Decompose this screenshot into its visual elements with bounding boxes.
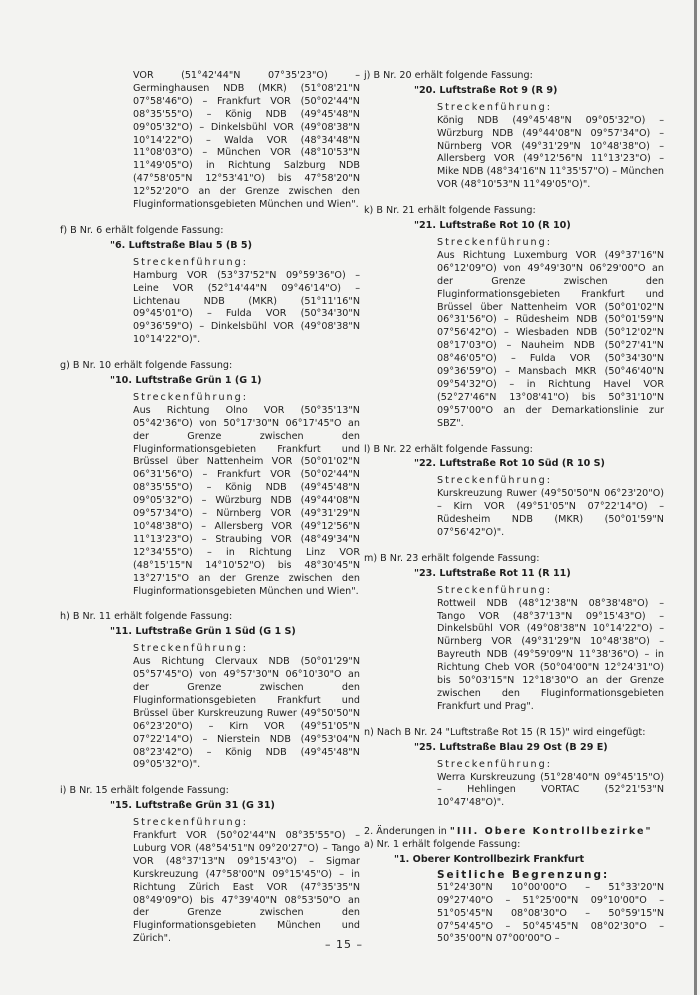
section-g bbox=[60, 360, 360, 598]
page-edge-shadow bbox=[694, 0, 697, 995]
section-body: Aus Richtung Luxemburg VOR (49°37'16"N 06°12'09"O) von 49°49'30"N 06°29'00"O an der Grenze zwischen den Fluginformationsgebieten Frankfurt und Brüssel über Nattenheim VOR (50°01'02"N 06°31'56"O) – Rüdesheim NDB (50°01'59"N 07°56'42"O) – Wiesbaden NDB (50°12'02"N 08°17'03"O) – Nauheim NDB (50°27'41"N 08°46'05"O) – Fulda VOR (50°34'30"N 09°36'59"O) – Mansbach MKR (50°46'40"N 09°54'32"O) – in Richtung Havel VOR (52°27'46"N 13°08'41"O) bis 50°31'10"N 09°57'00"O an der Demarkationslinie zur SBZ". bbox=[437, 249, 664, 429]
section-heading: "15. Luftstraße Grün 31 (G 31) bbox=[110, 800, 275, 812]
section-intro: j) B Nr. 20 erhält folgende Fassung: bbox=[364, 70, 533, 81]
section-intro: f) B Nr. 6 erhält folgende Fassung: bbox=[60, 224, 224, 236]
part2-sub-intro: a) Nr. 1 erhält folgende Fassung: bbox=[364, 839, 521, 851]
section-intro: l) B Nr. 22 erhält folgende Fassung: bbox=[364, 443, 533, 455]
section-heading: "22. Luftstraße Rot 10 Süd (R 10 S) bbox=[414, 458, 605, 470]
section-n bbox=[364, 727, 664, 810]
section-body: Kurskreuzung Ruwer (49°50'50"N 06°23'20"O) – Kirn VOR (49°51'05"N 07°22'14"O) – Rüdesheim NDB (MKR) (50°01'59"N 07°56'42"O)". bbox=[437, 488, 664, 538]
section-l bbox=[364, 444, 664, 540]
section-heading: "25. Luftstraße Blau 29 Ost (B 29 E) bbox=[414, 741, 608, 753]
left-column bbox=[60, 70, 360, 946]
section-intro: i) B Nr. 15 erhält folgende Fassung: bbox=[60, 785, 229, 797]
section-subheading: Streckenführung: bbox=[437, 236, 552, 248]
part2-intro-emph: "III. Obere Kontrollbezirke" bbox=[449, 826, 653, 838]
section-i bbox=[60, 785, 360, 946]
section-body: König NDB (49°45'48"N 09°05'32"O) – Würzburg NDB (49°44'08"N 09°57'34"O) – Nürnberg VOR (49°31'29"N 10°48'38"O) – Allersberg VOR (49°12'56"N 11°13'23"O) – Mike NDB (48°34'16"N 11°35'57"O) – München VOR (48°10'53"N 11°49'05"O)". bbox=[437, 114, 664, 191]
section-subheading: Streckenführung: bbox=[133, 643, 248, 655]
section-intro: g) B Nr. 10 erhält folgende Fassung: bbox=[60, 360, 233, 372]
section-heading: "21. Luftstraße Rot 10 (R 10) bbox=[414, 220, 571, 232]
part2-heading: "1. Oberer Kontrollbezirk Frankfurt bbox=[394, 854, 585, 866]
section-h bbox=[60, 611, 360, 772]
part2-subheading: Seitliche Begrenzung: bbox=[437, 868, 610, 881]
section-subheading: Streckenführung: bbox=[437, 101, 552, 113]
part2-body: 51°24'30"N 10°00'00"O – 51°33'20"N 09°27'40"O – 51°25'00"N 09°10'00"O – 51°05'45"N 08°08'30"O – 50°59'15"N 07°54'45"O – 50°45'45"N 08°02'30"O – 50°35'00"N 07°00'00"O – bbox=[437, 881, 664, 945]
section-subheading: Streckenführung: bbox=[133, 391, 248, 403]
continuation-text: VOR (51°42'44"N 07°35'23"O) – Germinghausen NDB (MKR) (51°08'21"N 07°58'46"O) – Frankfurt VOR (50°02'44"N 08°35'55"O) – König NDB (49°45'48"N 09°05'32"O) – Dinkelsbühl VOR (49°08'38"N 10°14'22"O) – Walda VOR (48°34'48"N 11°08'03"O) – München VOR (48°10'53"N 11°49'05"O) in Richtung Salzburg NDB (47°58'05"N 12°53'41"O) bis 47°58'20"N 12°52'20"O an der Grenze zwischen den Fluginformationsgebieten München und Wien". bbox=[133, 70, 360, 211]
section-intro: k) B Nr. 21 erhält folgende Fassung: bbox=[364, 205, 536, 217]
section-subheading: Streckenführung: bbox=[133, 256, 248, 268]
right-column bbox=[364, 70, 664, 946]
section-f bbox=[60, 225, 360, 347]
section-m bbox=[364, 553, 664, 714]
section-subheading: Streckenführung: bbox=[437, 584, 552, 596]
section-k bbox=[364, 205, 664, 430]
section-subheading: Streckenführung: bbox=[133, 817, 248, 829]
section-body: Frankfurt VOR (50°02'44"N 08°35'55"O) – Luburg VOR (48°54'51"N 09°20'27"O) – Tango VOR (48°37'13"N 09°15'43"O) – Sigmar Kurskreuzung (47°58'00"N 09°15'45"O) – in Richtung Zürich East VOR (47°35'35"N 08°49'09"O) bis 47°39'40"N 08°53'50"O an der Grenze zwischen den Fluginformationsgebieten München und Zürich". bbox=[133, 830, 360, 945]
part2-intro bbox=[364, 826, 664, 839]
section-body: Hamburg VOR (53°37'52"N 09°59'36"O) – Leine VOR (52°14'44"N 09°46'14"O) – Lichtenau NDB (MKR) (51°11'16"N 09°45'01"O) – Fulda VOR (50°34'30"N 09°36'59"O) – Dinkelsbühl VOR (49°08'38"N 10°14'22"O)". bbox=[133, 269, 360, 346]
section-heading: "23. Luftstraße Rot 11 (R 11) bbox=[414, 567, 571, 579]
section-heading: "20. Luftstraße Rot 9 (R 9) bbox=[414, 84, 558, 96]
section-subheading: Streckenführung: bbox=[437, 475, 552, 487]
section-part2 bbox=[364, 826, 664, 946]
section-heading: "11. Luftstraße Grün 1 Süd (G 1 S) bbox=[110, 626, 296, 638]
section-j bbox=[364, 70, 664, 192]
page-number: – 15 – bbox=[325, 938, 363, 951]
section-subheading: Streckenführung: bbox=[437, 758, 552, 770]
section-heading: "6. Luftstraße Blau 5 (B 5) bbox=[110, 239, 252, 251]
section-body: Aus Richtung Clervaux NDB (50°01'29"N 05°57'45"O) von 49°57'30"N 06°10'30"O an der Grenze zwischen den Fluginformationsgebieten Frankfurt und Brüssel über Kurskreuzung Ruwer (49°50'50"N 06°23'20"O) – Kirn VOR (49°51'05"N 07°22'14"O) – Nierstein NDB (49°53'04"N 08°23'42"O) – König NDB (49°45'48"N 09°05'32"O)". bbox=[133, 656, 360, 771]
section-intro: h) B Nr. 11 erhält folgende Fassung: bbox=[60, 611, 233, 623]
section-body: Rottweil NDB (48°12'38"N 08°38'48"O) – Tango VOR (48°37'13"N 09°15'43"O) – Dinkelsbühl VOR (49°08'38"N 10°14'22"O) – Nürnberg VOR (49°31'29"N 10°48'38"O) – Bayreuth NDB (49°59'09"N 11°38'36"O) – in Richtung Cheb VOR (50°04'00"N 12°24'31"O) bis 50°03'15"N 12°18'30"O an der Grenze zwischen den Fluginformationsgebieten Frankfurt und Prag". bbox=[437, 597, 664, 712]
part2-intro-prefix: 2. Änderungen in bbox=[364, 826, 450, 838]
section-intro: n) Nach B Nr. 24 "Luftstraße Rot 15 (R 15)" wird eingefügt: bbox=[364, 726, 646, 738]
section-heading: "10. Luftstraße Grün 1 (G 1) bbox=[110, 375, 262, 387]
section-intro: m) B Nr. 23 erhält folgende Fassung: bbox=[364, 552, 540, 564]
section-body: Aus Richtung Olno VOR (50°35'13"N 05°42'36"O) von 50°17'30"N 06°17'45"O an der Grenze zwischen den Fluginformationsgebieten Frankfurt und Brüssel über Nattenheim VOR (50°01'02"N 06°31'56"O) – Frankfurt VOR (50°02'44"N 08°35'55"O) – König NDB (49°45'48"N 09°05'32"O) – Würzburg NDB (49°44'08"N 09°57'34"O) – Nürnberg VOR (49°31'29"N 10°48'38"O) – Allersberg VOR (49°12'56"N 11°13'23"O) – Straubing VOR (48°49'34"N 12°34'55"O) – in Richtung Linz VOR (48°15'15"N 14°10'52"O) bis 48°30'45"N 13°27'15"O an der Grenze zwischen den Fluginformationsgebieten München und Wien". bbox=[133, 404, 360, 597]
section-body: Werra Kurskreuzung (51°28'40"N 09°45'15"O) – Hehlingen VORTAC (52°21'53"N 10°47'48"O)". bbox=[437, 771, 664, 809]
